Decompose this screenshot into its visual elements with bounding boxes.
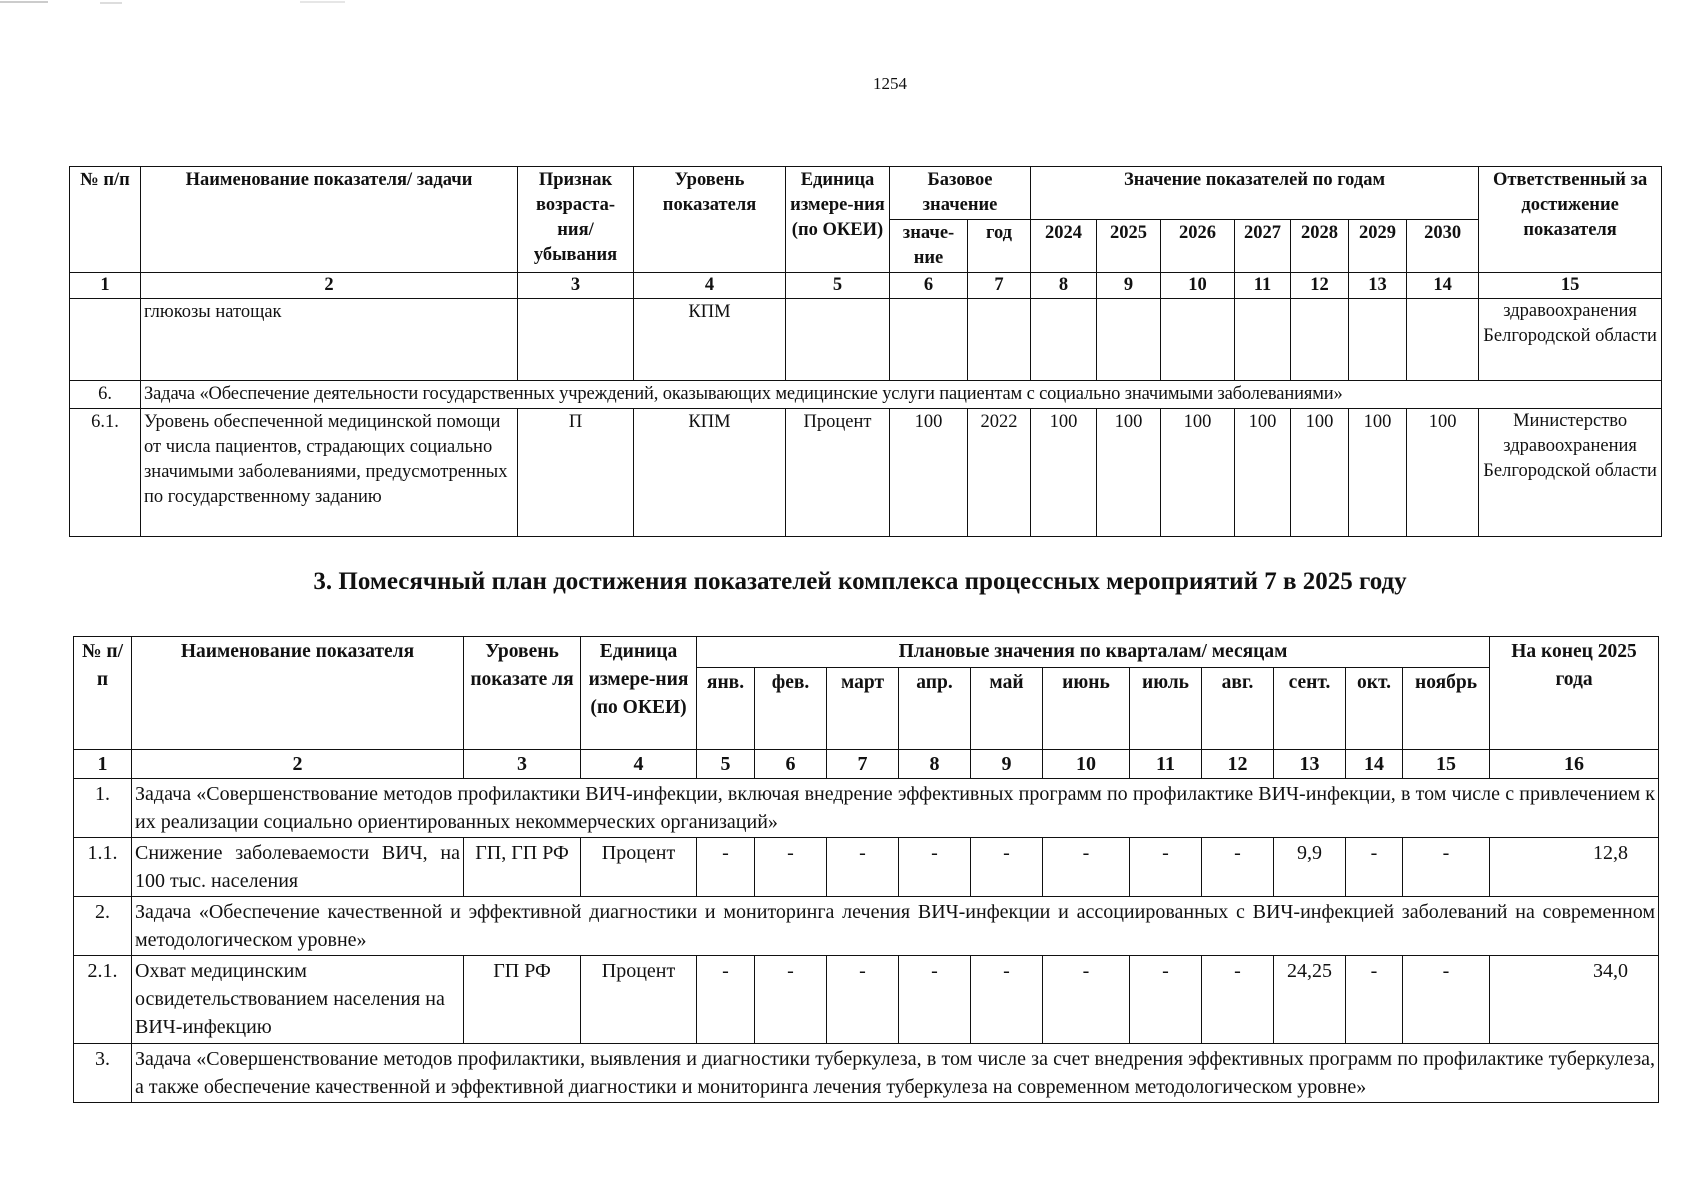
indicator-unit: Процент (581, 956, 697, 1044)
col-number: 5 (697, 750, 755, 779)
header-unit: Единица измере-ния (по ОКЕИ) (581, 637, 697, 750)
header-month-jan: янв. (697, 668, 755, 750)
header-month-mar: март (827, 668, 899, 750)
value-2030: 100 (1407, 409, 1479, 537)
col-number: 11 (1130, 750, 1202, 779)
col-number: 14 (1346, 750, 1403, 779)
header-month-nov: ноябрь (1403, 668, 1490, 750)
header-num: № п/п (74, 637, 132, 750)
monthly-plan-table (73, 636, 1659, 1103)
col-number: 2 (132, 750, 464, 779)
value-feb: - (755, 956, 827, 1044)
header-month-sep: сент. (1274, 668, 1346, 750)
value-mar: - (827, 956, 899, 1044)
header-month-apr: апр. (899, 668, 971, 750)
col-number: 11 (1235, 273, 1291, 299)
header-base-value: значе-ние (890, 220, 968, 273)
column-number-row (70, 273, 1662, 299)
header-year-2029: 2029 (1349, 220, 1407, 273)
value-2024: 100 (1031, 409, 1097, 537)
col-number: 10 (1161, 273, 1235, 299)
col-number: 6 (890, 273, 968, 299)
col-number: 14 (1407, 273, 1479, 299)
task-text: Задача «Совершенствование методов профилактики, выявления и диагностики туберкулеза, в том числе за счет внедрения эффективных программ по профилактике туберкулеза, а также обеспечение качественной и эффективной диагностики и мониторинга лечения туберкулеза на современном методологическом уровне» (132, 1044, 1659, 1103)
value-aug: - (1202, 956, 1274, 1044)
col-number: 3 (518, 273, 634, 299)
responsible: здравоохранения Белгородской области (1479, 299, 1662, 381)
value-nov: - (1403, 838, 1490, 897)
col-number: 15 (1403, 750, 1490, 779)
indicator-level: ГП, ГП РФ (464, 838, 581, 897)
col-number: 1 (70, 273, 141, 299)
indicator-name: Уровень обеспеченной медицинской помощи от числа пациентов, страдающих социально значимыми заболеваниями, предусмотренных по государственному заданию (141, 409, 518, 537)
col-number: 4 (634, 273, 786, 299)
section-title: 3. Помесячный план достижения показателей комплекса процессных мероприятий 7 в 2025 году (313, 568, 1407, 595)
task-row (70, 381, 1662, 409)
value-apr: - (899, 956, 971, 1044)
header-month-oct: окт. (1346, 668, 1403, 750)
col-number: 8 (1031, 273, 1097, 299)
value-jul: - (1130, 956, 1202, 1044)
value-jun: - (1043, 956, 1130, 1044)
task-row (74, 779, 1659, 838)
row-num: 1.1. (74, 838, 132, 897)
value-sep: 24,25 (1274, 956, 1346, 1044)
header-base: Базовое значение (890, 167, 1031, 220)
value-feb: - (755, 838, 827, 897)
header-end-of-year: На конец 2025 года (1490, 637, 1659, 750)
col-number: 10 (1043, 750, 1130, 779)
task-text: Задача «Обеспечение качественной и эффективной диагностики и мониторинга лечения ВИЧ-инфекции и ассоциированных с ВИЧ-инфекцией заболеваний на современном методологическом уровне» (132, 897, 1659, 956)
header-year-2028: 2028 (1291, 220, 1349, 273)
task-row (74, 897, 1659, 956)
header-month-may: май (971, 668, 1043, 750)
value-jul: - (1130, 838, 1202, 897)
row-num: 2.1. (74, 956, 132, 1044)
value-2027: 100 (1235, 409, 1291, 537)
responsible: Министерство здравоохранения Белгородской области (1479, 409, 1662, 537)
col-number: 6 (755, 750, 827, 779)
col-number: 7 (968, 273, 1031, 299)
indicator-level: ГП РФ (464, 956, 581, 1044)
header-level: Уровень показателя (634, 167, 786, 273)
table-row (74, 838, 1659, 897)
indicator-level: КПМ (634, 299, 786, 381)
indicator-name: глюкозы натощак (141, 299, 518, 381)
task-text: Задача «Совершенствование методов профилактики ВИЧ-инфекции, включая внедрение эффективных программ по профилактике ВИЧ-инфекции, в том числе с привлечением к их реализации социально ориентированных некоммерческих организаций» (132, 779, 1659, 838)
col-number: 15 (1479, 273, 1662, 299)
header-unit: Единица измере-ния (по ОКЕИ) (786, 167, 890, 273)
table-row (70, 299, 1662, 381)
header-month-jun: июнь (1043, 668, 1130, 750)
column-number-row (74, 750, 1659, 779)
indicator-unit: Процент (786, 409, 890, 537)
value-jun: - (1043, 838, 1130, 897)
col-number: 12 (1202, 750, 1274, 779)
value-aug: - (1202, 838, 1274, 897)
value-end-of-year: 34,0 (1490, 956, 1659, 1044)
col-number: 16 (1490, 750, 1659, 779)
col-number: 8 (899, 750, 971, 779)
col-number: 5 (786, 273, 890, 299)
table-row (70, 409, 1662, 537)
value-2026: 100 (1161, 409, 1235, 537)
row-num: 6.1. (70, 409, 141, 537)
value-oct: - (1346, 838, 1403, 897)
indicator-table-continued (69, 166, 1662, 537)
value-mar: - (827, 838, 899, 897)
base-year: 2022 (968, 409, 1031, 537)
task-num: 3. (74, 1044, 132, 1103)
task-num: 2. (74, 897, 132, 956)
value-may: - (971, 838, 1043, 897)
scan-marks (0, 0, 360, 10)
header-month-jul: июль (1130, 668, 1202, 750)
col-number: 13 (1274, 750, 1346, 779)
header-year-2024: 2024 (1031, 220, 1097, 273)
value-may: - (971, 956, 1043, 1044)
value-2025: 100 (1097, 409, 1161, 537)
value-apr: - (899, 838, 971, 897)
col-number: 3 (464, 750, 581, 779)
col-number: 12 (1291, 273, 1349, 299)
value-jan: - (697, 838, 755, 897)
value-2029: 100 (1349, 409, 1407, 537)
page-number: 1254 (873, 74, 907, 93)
header-year-2026: 2026 (1161, 220, 1235, 273)
header-month-aug: авг. (1202, 668, 1274, 750)
indicator-name: Охват медицинским освидетельствованием населения на ВИЧ-инфекцию (132, 956, 464, 1044)
indicator-name: Снижение заболеваемости ВИЧ, на 100 тыс. населения (132, 838, 464, 897)
table-row (74, 956, 1659, 1044)
header-name: Наименование показателя/ задачи (141, 167, 518, 273)
value-sep: 9,9 (1274, 838, 1346, 897)
task-row (74, 1044, 1659, 1103)
col-number: 9 (1097, 273, 1161, 299)
task-num: 6. (70, 381, 141, 409)
task-text: Задача «Обеспечение деятельности государственных учреждений, оказывающих медицинские услуги пациентам с социально значимыми заболеваниями» (141, 381, 1662, 409)
value-oct: - (1346, 956, 1403, 1044)
header-plan-group: Плановые значения по кварталам/ месяцам (697, 637, 1490, 668)
header-level: Уровень показате ля (464, 637, 581, 750)
base-value: 100 (890, 409, 968, 537)
value-jan: - (697, 956, 755, 1044)
header-sign: Признак возраста-ния/ убывания (518, 167, 634, 273)
col-number: 1 (74, 750, 132, 779)
value-end-of-year: 12,8 (1490, 838, 1659, 897)
col-number: 13 (1349, 273, 1407, 299)
col-number: 7 (827, 750, 899, 779)
header-num: № п/п (70, 167, 141, 273)
col-number: 2 (141, 273, 518, 299)
col-number: 4 (581, 750, 697, 779)
col-number: 9 (971, 750, 1043, 779)
header-month-feb: фев. (755, 668, 827, 750)
task-num: 1. (74, 779, 132, 838)
indicator-sign: П (518, 409, 634, 537)
header-years-group: Значение показателей по годам (1031, 167, 1479, 220)
header-name: Наименование показателя (132, 637, 464, 750)
value-2028: 100 (1291, 409, 1349, 537)
header-year-2027: 2027 (1235, 220, 1291, 273)
header-year-2025: 2025 (1097, 220, 1161, 273)
indicator-unit: Процент (581, 838, 697, 897)
value-nov: - (1403, 956, 1490, 1044)
indicator-level: КПМ (634, 409, 786, 537)
header-responsible: Ответственный за достижение показателя (1479, 167, 1662, 273)
header-year-2030: 2030 (1407, 220, 1479, 273)
header-base-year: год (968, 220, 1031, 273)
